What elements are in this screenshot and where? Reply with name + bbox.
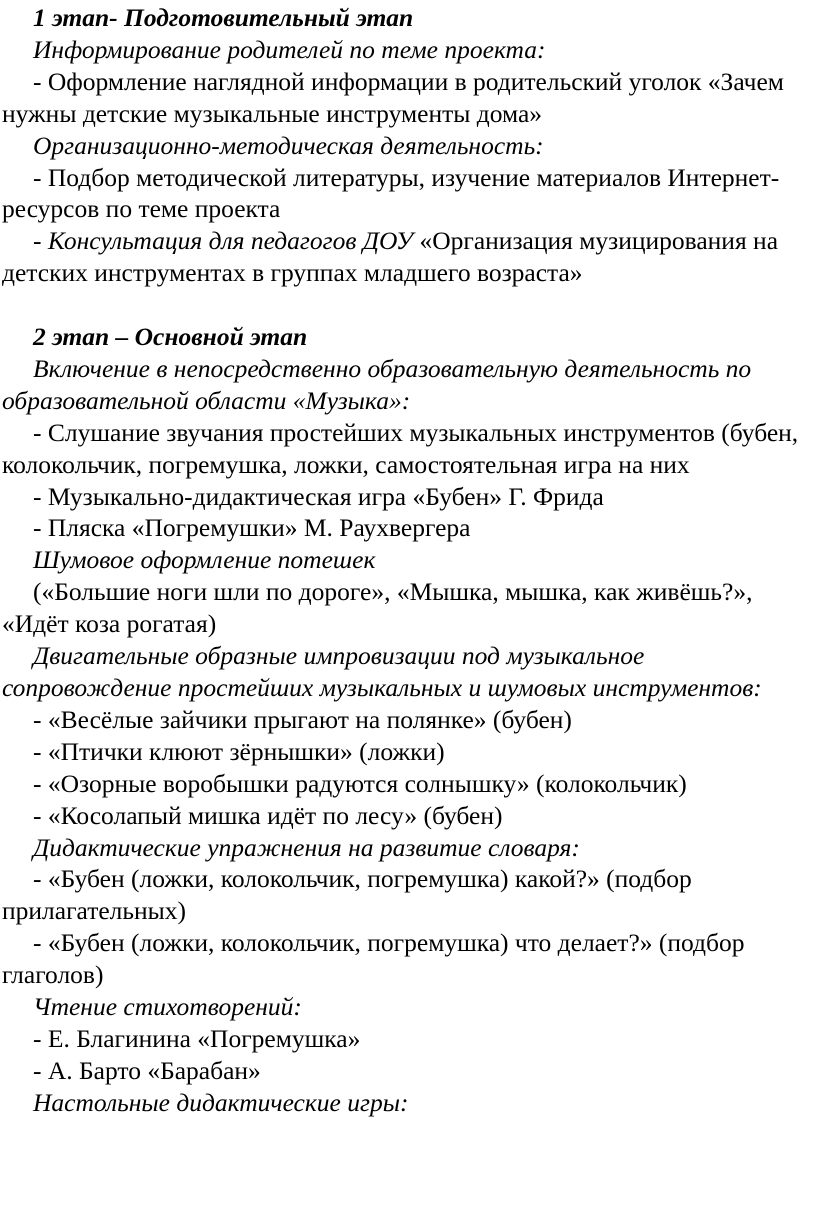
methodical-item: - Подбор методической литературы, изучение материалов Интернет-ресурсов по теме проекта xyxy=(2,162,780,224)
consultation-italic: Консультация для педагогов ДОУ xyxy=(47,226,414,256)
stage1-title: 1 этап- Подготовительный этап xyxy=(33,3,414,32)
reading-heading: Чтение стихотворений: xyxy=(33,992,302,1022)
motor-item: - «Весёлые зайчики прыгают на полянке» (бубен) xyxy=(33,704,572,734)
inclusion-item: - Пляска «Погремушки» М. Раухвергера xyxy=(33,513,471,543)
vocab-item: - «Бубен (ложки, колокольчик, погремушка) что делает?» (подбор глаголов) xyxy=(2,928,745,990)
informing-item: - Оформление наглядной информации в родительский уголок «Зачем нужны детские музыкальные инструменты дома» xyxy=(2,66,784,128)
motor-item: - «Птички клюют зёрнышки» (ложки) xyxy=(33,736,445,766)
consultation-item xyxy=(0,225,816,289)
vocab-heading: Дидактические упражнения на развитие словаря: xyxy=(33,832,580,862)
board-games-heading: Настольные дидактические игры: xyxy=(33,1087,409,1117)
motor-heading: Двигательные образные импровизации под музыкальное сопровождение простейших музыкальных и шумовых инструментов: xyxy=(2,641,762,703)
reading-item: - А. Барто «Барабан» xyxy=(33,1055,261,1085)
vocab-item: - «Бубен (ложки, колокольчик, погремушка) какой?» (подбор прилагательных) xyxy=(2,864,692,926)
inclusion-heading: Включение в непосредственно образовательную деятельность по образовательной области «Музыка»: xyxy=(2,353,752,415)
reading-item: - Е. Благинина «Погремушка» xyxy=(33,1023,361,1053)
noise-item: («Большие ноги шли по дороге», «Мышка, мышка, как живёшь?», «Идёт коза рогатая) xyxy=(2,577,753,639)
consultation-rest: «Организация музицирования на детских инструментах в группах младшего возраста» xyxy=(2,226,779,288)
methodical-heading: Организационно-методическая деятельность: xyxy=(33,130,544,160)
inclusion-item: - Слушание звучания простейших музыкальных инструментов (бубен, колокольчик, погремушка, ложки, самостоятельная игра на них xyxy=(2,417,799,479)
informing-heading: Информирование родителей по теме проекта: xyxy=(33,34,546,64)
section-gap xyxy=(0,289,816,321)
inclusion-item: - Музыкально-дидактическая игра «Бубен» Г. Фрида xyxy=(33,481,604,511)
stage2-title: 2 этап – Основной этап xyxy=(33,322,308,352)
consultation-prefix: - xyxy=(33,226,48,256)
motor-item: - «Озорные воробышки радуются солнышку» (колокольчик) xyxy=(33,768,687,798)
noise-heading: Шумовое оформление потешек xyxy=(33,545,376,575)
motor-item: - «Косолапый мишка идёт по лесу» (бубен) xyxy=(33,800,503,830)
